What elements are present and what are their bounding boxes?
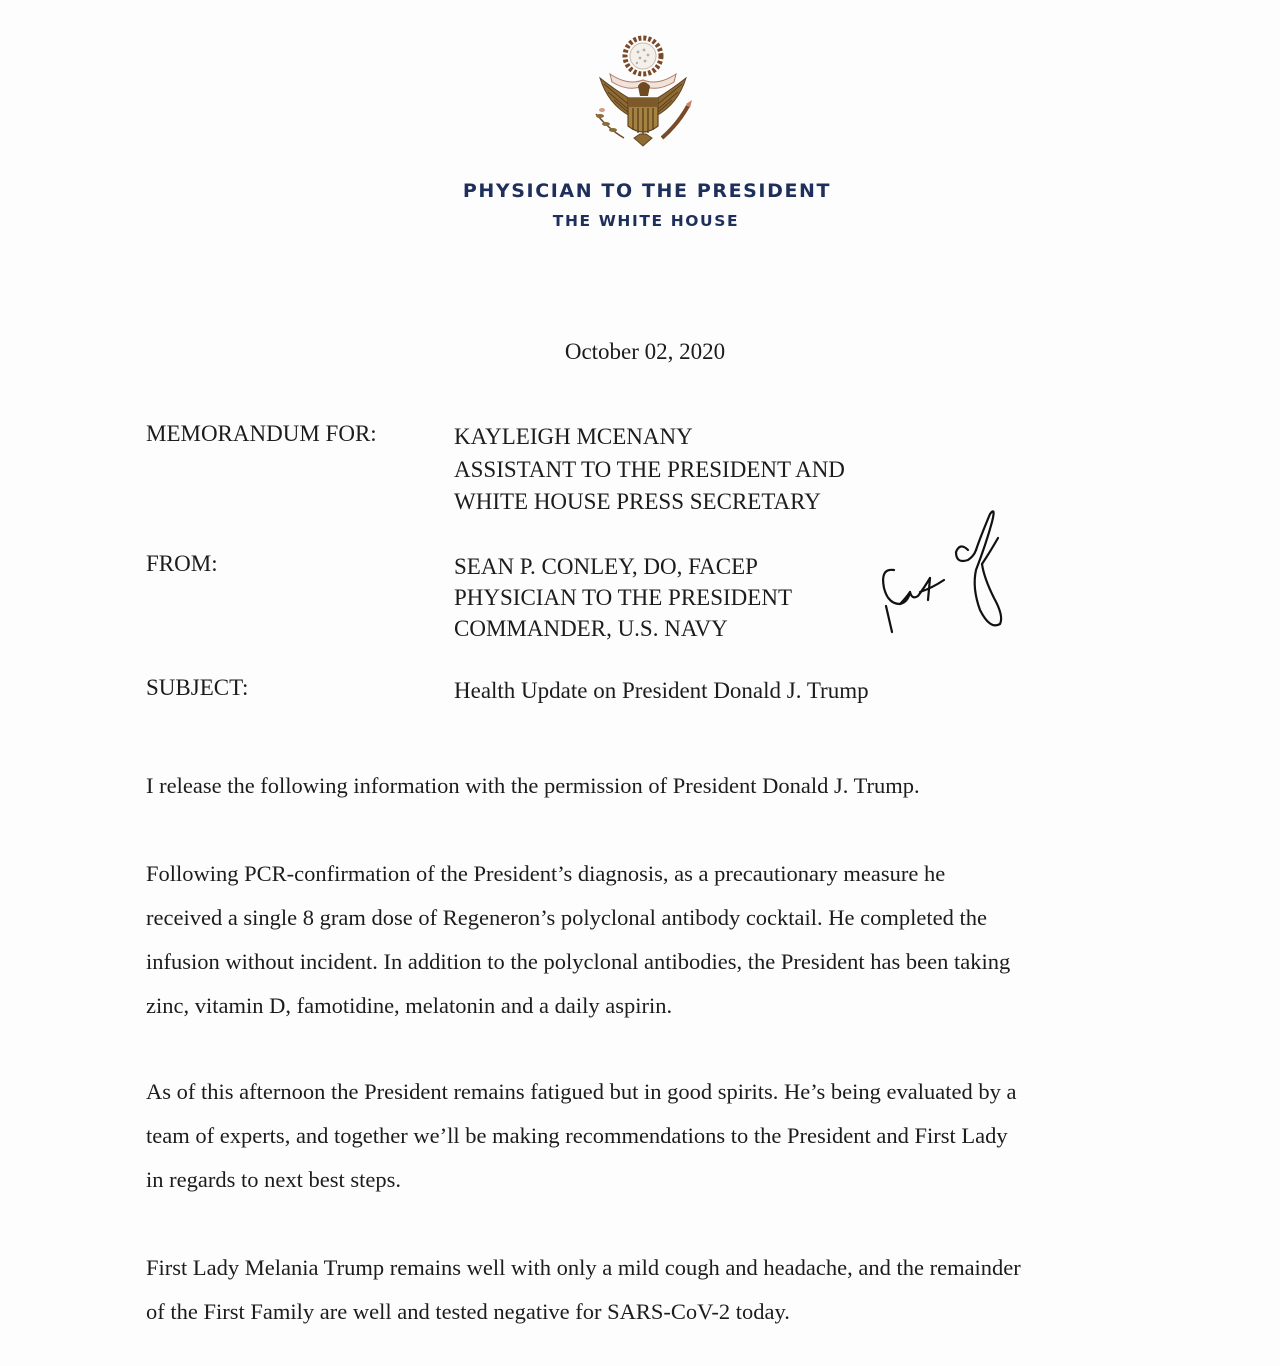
body-paragraph-4 [146, 1246, 1021, 1334]
paragraph-line: received a single 8 gram dose of Regeneron’s polyclonal antibody cocktail. He completed the [146, 905, 987, 930]
letterhead-title: PHYSICIAN TO THE PRESIDENT [462, 180, 832, 202]
sender-name: SEAN P. CONLEY, DO, FACEP [454, 554, 758, 579]
recipient-name: KAYLEIGH MCENANY [454, 424, 693, 449]
paragraph-line: As of this afternoon the President remains fatigued but in good spirits. He’s being evaluated by a [146, 1079, 1017, 1104]
recipient-title-line-2: WHITE HOUSE PRESS SECRETARY [454, 489, 821, 514]
memo-for-recipient [454, 421, 845, 519]
paragraph-line: I release the following information with the permission of President Donald J. Trump. [146, 773, 920, 798]
letterhead-subtitle: THE WHITE HOUSE [552, 212, 740, 230]
recipient-title-line-1: ASSISTANT TO THE PRESIDENT AND [454, 456, 845, 482]
sender-rank: COMMANDER, U.S. NAVY [454, 616, 728, 641]
body-paragraph-2 [146, 852, 1010, 1028]
paragraph-line: team of experts, and together we’ll be making recommendations to the President and First Lady [146, 1123, 1008, 1148]
paragraph-line: infusion without incident. In addition to the polyclonal antibodies, the President has been taking [146, 949, 1011, 974]
memo-from-label: FROM: [146, 551, 218, 576]
memo-subject: Health Update on President Donald J. Trump [454, 678, 869, 703]
sender-title: PHYSICIAN TO THE PRESIDENT [454, 585, 793, 610]
paragraph-line: zinc, vitamin D, famotidine, melatonin and a daily aspirin. [146, 993, 673, 1018]
great-seal-icon [588, 34, 698, 156]
body-paragraph-3 [146, 1070, 1016, 1202]
memo-from-sender [454, 551, 792, 644]
memo-date: October 02, 2020 [564, 339, 726, 364]
memo-for-label: MEMORANDUM FOR: [146, 421, 377, 446]
memo-subject-label: SUBJECT: [146, 675, 249, 700]
paragraph-line: in regards to next best steps. [146, 1167, 401, 1192]
body-paragraph-1 [146, 764, 920, 808]
paragraph-line: of the First Family are well and tested negative for SARS-CoV-2 today. [146, 1299, 790, 1324]
paragraph-line: Following PCR-confirmation of the President’s diagnosis, as a precautionary measure he [146, 861, 946, 886]
paragraph-line: First Lady Melania Trump remains well with only a mild cough and headache, and the remainder [146, 1255, 1021, 1280]
handwritten-signature-icon [872, 508, 1022, 638]
